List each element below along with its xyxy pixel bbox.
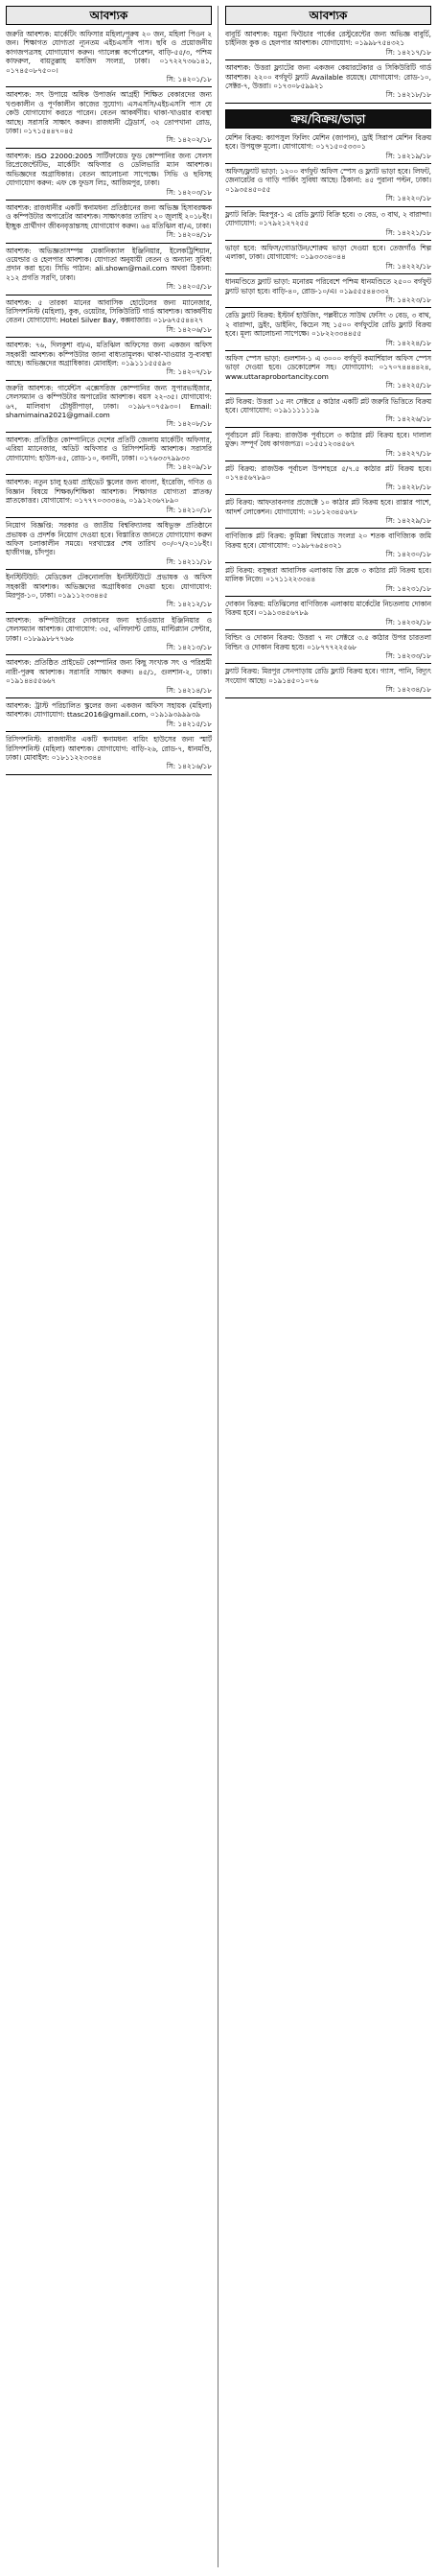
ad-separator xyxy=(6,731,212,732)
ad-separator xyxy=(225,697,431,698)
ad-separator xyxy=(225,629,431,630)
ad-code: সি: ১৪২০৬/১৮ xyxy=(166,324,212,334)
classified-ad xyxy=(225,497,431,527)
ad-text: ফ্ল্যাট বিক্রি: মিরপুর-১ এ রেডি ফ্ল্যাট বিক্রি হবে। ৩ বেড, ৩ বাথ, ২ বারান্দা। যোগাযোগ: ০১৭৯২১২৭২৫৫ xyxy=(225,209,431,228)
ad-text: আবশ্যক: ৭৬, দিলকুশা বা/এ, মতিঝিল অফিসের জন্য একজন অফিস সহকারী আবশ্যক। কম্পিউটার জানা বাধ্যতামূলক। থাকা-খাওয়ার সু-ব্যবস্থা আছে। অভিজ্ঞদের অগ্রাধিকার। মোবাইল: ০১৯১১১৫৫৫৯৩ xyxy=(6,341,212,367)
ad-code: সি: ১৪২২৫/১৮ xyxy=(385,381,431,390)
classified-ad xyxy=(225,565,431,595)
ad-separator xyxy=(6,569,212,570)
ad-text: প্লট বিক্রয়: রাজউক পূর্বাচল উপশহরে ৫/৭.৫ কাঠার প্লট বিক্রয় হবে। ০১৭৪৫৬৭৮৯০ xyxy=(225,464,431,483)
ad-text: জরুরি আবশ্যক: গার্মেন্টস এক্সেসরিজ কোম্পানির জন্য সুপারভাইজার, সেলসম্যান ও কম্পিউটার অপারেটর আবশ্যক। বয়স ২২-৩৫। যোগাযোগ: ৬৭, মালিবাগ চৌধুরীপাড়া, ঢাকা। ০১৯৮৭০৭৫৯৩০। Email: shamimaina2021@gmail.com xyxy=(6,383,212,420)
classified-ad xyxy=(6,435,212,474)
ad-separator xyxy=(6,86,212,87)
classified-ad xyxy=(225,310,431,349)
classified-ad xyxy=(225,209,431,239)
ad-code: সি: ১৪২২২/১৮ xyxy=(385,261,431,271)
classified-ad xyxy=(6,734,212,773)
ad-separator xyxy=(6,612,212,613)
ad-separator xyxy=(225,494,431,495)
ad-separator xyxy=(6,432,212,433)
right-ad-list-buy-sell xyxy=(225,132,431,698)
ad-separator xyxy=(225,163,431,164)
section-header-wanted-right: আবশ্যক xyxy=(225,6,431,25)
classified-ad xyxy=(6,29,212,85)
section-header-buy-sell-rent: ক্রয়/বিক্রয়/ভাড়া xyxy=(225,109,431,129)
ad-text: ভাড়া হবে: অফিস/গোডাউন/শোরুম ভাড়া দেওয়া হবে। তেজগাঁও শিল্প এলাকা, ঢাকা। যোগাযোগ: ০১৯৩৩৩৪০৪৪ xyxy=(225,243,431,262)
ad-separator xyxy=(6,337,212,338)
ad-code: সি: ১৪২০৭/১৮ xyxy=(166,367,212,377)
ad-code: সি: ১৪২২৩/১৮ xyxy=(385,295,431,304)
ad-code: সি: ১৪২৩৩/১৮ xyxy=(385,650,431,660)
classified-ad xyxy=(6,572,212,611)
right-column xyxy=(225,6,431,700)
left-column xyxy=(6,6,212,777)
ad-text: দোকান বিক্রয়: মতিঝিলের বাণিজ্যিক এলাকায় মার্কেটের নিচতলায় দোকান বিক্রয় হবে। ০১৯১৩৪৫৬৭৮৯ xyxy=(225,599,431,618)
classified-ad xyxy=(225,276,431,306)
classified-ad xyxy=(225,29,431,59)
classified-ad xyxy=(6,297,212,337)
ad-text: আবশ্যক: প্রতিষ্ঠিত কোম্পানিতে দেশের প্রতিটি জেলায় মার্কেটিং অফিসার, এরিয়া ম্যানেজার, অডিট অফিসার ও রিসিপশনিস্ট আবশ্যক। সরাসরি যোগাযোগ: হাউস-৪৫, রোড-১০, বনানী, ঢাকা। ০১৭৬৩৩৭৯৯৩৩ xyxy=(6,435,212,462)
ad-code: সি: ১৪২২০/১৮ xyxy=(385,194,431,203)
ad-text: আবশ্যক: রাজধানীর একটি স্বনামধন্য প্রতিষ্ঠানের জন্য অভিজ্ঞ হিসাবরক্ষক ও কম্পিউটার অপারেটর আবশ্যক। সাক্ষাৎকার তারিখ ২০ জুলাই ২০১৮ইং। ইচ্ছুক প্রার্থীগণ জীবনবৃত্তান্তসহ যোগাযোগ করুন। ৬৪ মতিঝিল বা/এ, ঢাকা। xyxy=(6,202,212,230)
ad-text: প্লট বিক্রয়: উত্তরা ১৫ নং সেক্টরে ৫ কাঠার একটি প্লট জরুরি ভিত্তিতে বিক্রয় হবে। যোগাযোগ: ০১৯১১১১১১৯ xyxy=(225,396,431,414)
section-header-wanted: আবশ্যক xyxy=(6,6,212,25)
ad-separator xyxy=(225,59,431,60)
ad-separator xyxy=(225,427,431,428)
ad-text: মেশিন বিক্রয়: ক্যাপসুল ফিলিং মেশিন (জাপান), ড্রাই সিরাপ মেশিন বিক্রয় হবে। উপযুক্ত মূল্যে। যোগাযোগ: ০১৭১৫০৫৩৩০১ xyxy=(225,132,431,152)
classified-ad xyxy=(6,477,212,516)
ad-code: সি: ১৪২৩০/১৮ xyxy=(385,550,431,559)
ad-code: সি: ১৪২১৪/১৮ xyxy=(166,685,212,695)
ad-text: আবশ্যক: অভিজ্ঞতাসম্পন্ন মেকানিক্যাল ইঞ্জিনিয়ার, ইলেকট্রিশিয়ান, ওয়েল্ডার ও হেলপার আবশ্যক। যোগ্যতা অনুযায়ী বেতন ও অন্যান্য সুবিধা প্রদান করা হবে। সিভি পাঠান: ali.shown@mail.com অথবা ঠিকানা: ২১২ প্রগতি সরণি, ঢাকা। xyxy=(6,246,212,282)
ad-code: সি: ১৪২১০/১৮ xyxy=(166,505,212,514)
ad-text: রিসিপশনিস্ট: রাজধানীর একটি স্বনামধন্য বায়িং হাউসের জন্য স্মার্ট রিসিপশনিস্ট (মহিলা) আবশ্যক। যোগাযোগ: বাড়ি-২৬, রোড-৭, ধানমণ্ডি, ঢাকা। মোবাইল: ০১৮১১২২৩৩৪৪ xyxy=(6,735,212,763)
ad-code: সি: ১৪২১৮/১৮ xyxy=(385,90,431,100)
classified-ad xyxy=(225,132,431,162)
ad-text: প্লট বিক্রয়: আফতাবনগর প্রজেক্টে ১০ কাঠার প্লট বিক্রয় হবে। রাস্তার পাশে, আদর্শ লোকেশন। যোগাযোগ: ০১৮১২৩৪৫৬৭৮ xyxy=(225,498,431,516)
classified-ad xyxy=(6,340,212,379)
ad-code: সি: ১৪২১৯/১৮ xyxy=(385,151,431,160)
classified-ad xyxy=(6,615,212,654)
ad-text: বিল্ডিং ও দোকান বিক্রয়: উত্তরা ৭ নং সেক্টরে ৩.৫ কাঠার উপর চারতলা বিল্ডিং ও দোকান বিক্রয় হবে। ০১৮৭৭৭২২৫৬৮ xyxy=(225,633,431,651)
classified-ad xyxy=(6,520,212,568)
classified-ad xyxy=(225,666,431,696)
classified-ad xyxy=(225,243,431,272)
ad-separator xyxy=(225,528,431,529)
ad-separator xyxy=(225,596,431,597)
ad-separator xyxy=(6,148,212,149)
ad-code: সি: ১৪২০১/১৮ xyxy=(166,75,212,84)
right-ad-list-wanted xyxy=(225,29,431,104)
ad-text: বাবুর্চি আবশ্যক: যমুনা ফিউচার পার্কের রেস্টুরেন্টের জন্য অভিজ্ঞ বাবুর্চি, চাইনিজ কুক ও হেলপার আবশ্যক। যোগাযোগ: ০১৯৯৮৭৫৪৩২১ xyxy=(225,30,431,48)
ad-text: ধানমণ্ডিতে ফ্ল্যাট ভাড়া: মনোরম পরিবেশে পশ্চিম ধানমণ্ডিতে ২৫০০ বর্গফুট ফ্ল্যাট ভাড়া হবে। বাড়ি-৪০, রোড-১০/এ। ০১৯৫৫৫৪৪৩৩২ xyxy=(225,277,431,295)
classified-ad xyxy=(6,657,212,697)
ad-separator xyxy=(6,474,212,475)
ad-separator xyxy=(225,562,431,563)
classified-ad xyxy=(6,202,212,242)
classified-ad xyxy=(225,599,431,628)
classified-ad xyxy=(6,383,212,431)
ad-code: সি: ১৪২১৫/১৮ xyxy=(166,719,212,728)
ad-code: সি: ১৪২২৮/১৮ xyxy=(385,482,431,491)
ad-text: আবশ্যক: সৎ উপায়ে অধিক উপার্জন আগ্রহী শিক্ষিত বেকারদের জন্য খণ্ডকালীন ও পূর্ণকালীন কাজের সুযোগ। এসএসসি/এইচএসসি পাস যে কেউ যোগাযোগ করতে পারেন। বেতন আকর্ষণীয়। থাকা-খাওয়ার ব্যবস্থা আছে। সরাসরি সাক্ষাৎ করুন। রাজধানী ট্রেডার্স, ৩২ তোপখানা রোড, ঢাকা। ০১৭১৫৪৪৭০৪৫ xyxy=(6,90,212,136)
ad-code: সি: ১৪২৩৪/১৮ xyxy=(385,685,431,695)
ad-text: বাণিজ্যিক প্লট বিক্রয়: কুমিল্লা বিশ্বরোড সংলগ্ন ২০ শতক বাণিজ্যিক জমি বিক্রয় হবে। যোগাযোগ: ০১৯৮৭৬৫৪৩২১ xyxy=(225,532,431,550)
classified-ad xyxy=(225,353,431,392)
ad-text: আবশ্যক: প্রতিষ্ঠিত প্রাইভেট কোম্পানির জন্য কিছু সংখ্যক সৎ ও পরিশ্রমী নারী-পুরুষ আবশ্যক। সরাসরি সাক্ষাৎ করুন। ৪৫/১, গুলশান-২, ঢাকা। ০১৯১৪৪৫৫৬৬৭ xyxy=(6,658,212,686)
ad-separator xyxy=(225,103,431,104)
ad-text: ইনস্টিটিউট: মেডিকেল টেকনোলজি ইনস্টিটিউটে প্রভাষক ও অফিস সহকারী আবশ্যক। অভিজ্ঞদের অগ্রাধিকার দেওয়া হবে। যোগাযোগ: মিরপুর-১০, ঢাকা। ০১৯১১২৩৩৪৪৫ xyxy=(6,573,212,600)
ad-separator xyxy=(225,307,431,308)
ad-code: সি: ১৪২২৪/১৮ xyxy=(385,338,431,347)
ad-separator xyxy=(6,654,212,655)
ad-separator xyxy=(6,517,212,518)
ad-text: অফিস/ফ্ল্যাট ভাড়া: ১২০০ বর্গফুট অফিস স্পেস ও ফ্ল্যাট ভাড়া হবে। লিফট, জেনারেটর ও গাড়ি পার্কিং সুবিধা আছে। ঠিকানা: ৪৫ পুরানা পল্টন, ঢাকা। ০১৯৩৫৪৫০৫৫ xyxy=(225,167,431,194)
ad-separator xyxy=(225,350,431,351)
ad-text: আবশ্যক: কম্পিউটারের দোকানের জন্য হার্ডওয়্যার ইঞ্জিনিয়ার ও সেলসম্যান আবশ্যক। যোগাযোগ: ৩৫, এলিফ্যান্ট রোড, মাল্টিপ্ল্যান সেন্টার, ঢাকা। ০১৮৯৯৮৮৭৭৬৬ xyxy=(6,615,212,643)
classified-ad xyxy=(6,246,212,294)
classified-ad xyxy=(225,531,431,560)
ad-code: সি: ১৪২০৩/১৮ xyxy=(166,187,212,197)
ad-code: সি: ১৪২১৬/১৮ xyxy=(166,762,212,771)
classified-ad xyxy=(225,166,431,205)
ad-separator xyxy=(6,697,212,698)
ad-code: সি: ১৪২০৪/১৮ xyxy=(166,230,212,240)
ad-separator xyxy=(225,393,431,394)
ad-separator xyxy=(225,206,431,207)
ad-separator xyxy=(6,200,212,201)
classified-ad xyxy=(6,89,212,146)
ad-code: সি: ১৪২০৫/১৮ xyxy=(166,282,212,292)
ad-separator xyxy=(225,240,431,241)
classified-ad xyxy=(6,151,212,199)
ad-code: সি: ১৪২৩১/১৮ xyxy=(385,583,431,593)
left-ad-list xyxy=(6,29,212,775)
ad-code: সি: ১৪২০৮/১৮ xyxy=(166,419,212,429)
ad-code: সি: ১৪২১৭/১৮ xyxy=(385,47,431,57)
ad-separator xyxy=(225,663,431,664)
ad-separator xyxy=(6,380,212,381)
ad-text: অফিস স্পেস ভাড়া: গুলশান-১ এ ৩০০০ বর্গফুট কমার্শিয়াল অফিস স্পেস ভাড়া দেওয়া হবে। ডেকোরেশন সহ। যোগাযোগ: ০১৭০৭৪৪৪৪২৪, www.uttaraprobortancity.com xyxy=(225,353,431,381)
ad-text: রেডি ফ্ল্যাট বিক্রয়: ইস্টার্ন হাউজিং, পল্লবীতে সাউথ ফেসিং ৩ বেড, ৩ বাথ, ২ বারান্দা, ড্রইং, ডাইনিং, কিচেন সহ ১৫০০ বর্গফুটের রেডি ফ্ল্যাট বিক্রয় হবে। মূল্য আলোচনা সাপেক্ষে। ০১৮২২৩৩৪৪৫৫ xyxy=(225,311,431,339)
classified-ad xyxy=(225,463,431,493)
ad-code: সি: ১৪২১৩/১৮ xyxy=(166,642,212,651)
ad-text: আবশ্যক: ৫ তারকা মানের আবাসিক হোটেলের জন্য ম্যানেজার, রিসিপশনিস্ট (মহিলা), কুক, ওয়েটার, সিকিউরিটি গার্ড আবশ্যক। আকর্ষণীয় বেতন। যোগাযোগ: Hotel Silver Bay, কক্সবাজার। ০১৮৬৭৫৫৪৪২৭ xyxy=(6,297,212,325)
ad-text: আবশ্যক: উত্তরা ফ্ল্যাটের জন্য একজন কেয়ারটেকার ও সিকিউরিটি গার্ড আবশ্যক। ২২০০ বর্গফুট ফ্ল্যাট Available রয়েছে। যোগাযোগ: রোড-১০, সেক্টর-৭, উত্তরা। ০১৭৩০৮৫৯৯২১ xyxy=(225,63,431,91)
ad-text: ফ্ল্যাট বিক্রয়: মিরপুর সেনপাড়ায় রেডি ফ্ল্যাট বিক্রয় হবে। গ্যাস, পানি, বিদ্যুৎ সংযোগ আছে। ০১৯১৪৫০১০৭৬ xyxy=(225,667,431,685)
classified-ad xyxy=(225,430,431,460)
ad-code: সি: ১৪২০৯/১৮ xyxy=(166,462,212,472)
ad-text: আবশ্যক: ট্রাস্ট পরিচালিত স্কুলের জন্য একজন অফিস সহায়ক (মহিলা) আবশ্যক। যোগাযোগ: ttasc2016@gmail.com, ০১৯১৯৩৯৯৯৩৯ xyxy=(6,701,212,720)
ad-text: নিয়োগ বিজ্ঞপ্তি: সরকার ও জাতীয় বিশ্ববিদ্যালয় অধিভুক্ত প্রতিষ্ঠানে প্রভাষক ও প্রদর্শক নিয়োগ দেওয়া হবে। বিস্তারিত জানতে যোগাযোগ করুন অফিস চলাকালীন সময়ে। দরখাস্তের শেষ তারিখ ৩০/০৭/২০১৮ইং। হাজীগঞ্জ, চাঁদপুর। xyxy=(6,521,212,557)
ad-text: আবশ্যক: নতুন চালু হওয়া প্রাইভেট স্কুলের জন্য বাংলা, ইংরেজি, গণিত ও বিজ্ঞান বিষয়ে শিক্ষক/শিক্ষিকা আবশ্যক। শিক্ষাগত যোগ্যতা স্নাতক/স্নাতকোত্তর। যোগাযোগ: ০১৭৭৭০৩৩৩৪৬, ০১৯১২৩৬৭৮৯০ xyxy=(6,478,212,506)
ad-separator xyxy=(6,774,212,775)
classified-ad xyxy=(225,632,431,662)
ad-text: পূর্বাচলে প্লট বিক্রয়: রাজউক পূর্বাচলে ৩ কাঠার প্লট বিক্রয় হবে। দালাল মুক্ত। সম্পূর্ণ বৈধ কাগজপত্র। ০১৫৫১২৩৪৫৬৭ xyxy=(225,430,431,449)
ad-code: সি: ১৪২৩২/১৮ xyxy=(385,617,431,626)
ad-text: জরুরি আবশ্যক: মার্কেটিং অফিসার মহিলা/পুরুষ ২০ জন, মহিলা পিওন ২ জন। শিক্ষাগত যোগ্যতা ন্যূনতম এইচএসসি পাস। ছবি ও প্রয়োজনীয় কাগজপত্রসহ যোগাযোগ করুন। গ্যালেক্স কর্পোরেশন, বাড়ি-৫৫/৩, পশ্চিম কাফরুল, বায়তুল্লাহ মসজিদ সংলগ্ন, ঢাকা। ০১৭২২৭৩৬১৪১, ০১৭৪৫০৮৭৫০০। xyxy=(6,30,212,75)
ad-code: সি: ১৪২১১/১৮ xyxy=(166,556,212,566)
ad-text: প্লট বিক্রয়: বসুন্ধরা আবাসিক এলাকায় জি ব্লকে ৩ কাঠার প্লট বিক্রয় হবে। মালিক নিজে। ০১৭১১২২৩৩৪৪ xyxy=(225,565,431,584)
ad-code: সি: ১৪২২১/১৮ xyxy=(385,227,431,237)
ad-code: সি: ১৪২২৬/১৮ xyxy=(385,414,431,424)
ad-code: সি: ১৪২১২/১৮ xyxy=(166,600,212,609)
classified-ad xyxy=(225,62,431,102)
ad-code: সি: ১৪২০২/১৮ xyxy=(166,135,212,145)
ad-separator xyxy=(225,273,431,274)
classified-ad xyxy=(225,396,431,426)
ad-separator xyxy=(6,243,212,244)
ad-code: সি: ১৪২২৯/১৮ xyxy=(385,516,431,526)
ad-text: আবশ্যক: ISO 22000:2005 সার্টিফায়েড ফুড কোম্পানির জন্য সেলস রিপ্রেজেন্টেটিভ, মার্কেটিং অফিসার ও ডেলিভারি ম্যান আবশ্যক। অভিজ্ঞদের অগ্রাধিকার। বেতন আলোচনা সাপেক্ষে। সিভি ও ছবিসহ যোগাযোগ করুন: এফ কে ফুডস লিঃ, আজিমপুর, ঢাকা। xyxy=(6,151,212,188)
ad-code: সি: ১৪২২৭/১৮ xyxy=(385,448,431,458)
classified-ad xyxy=(6,700,212,730)
